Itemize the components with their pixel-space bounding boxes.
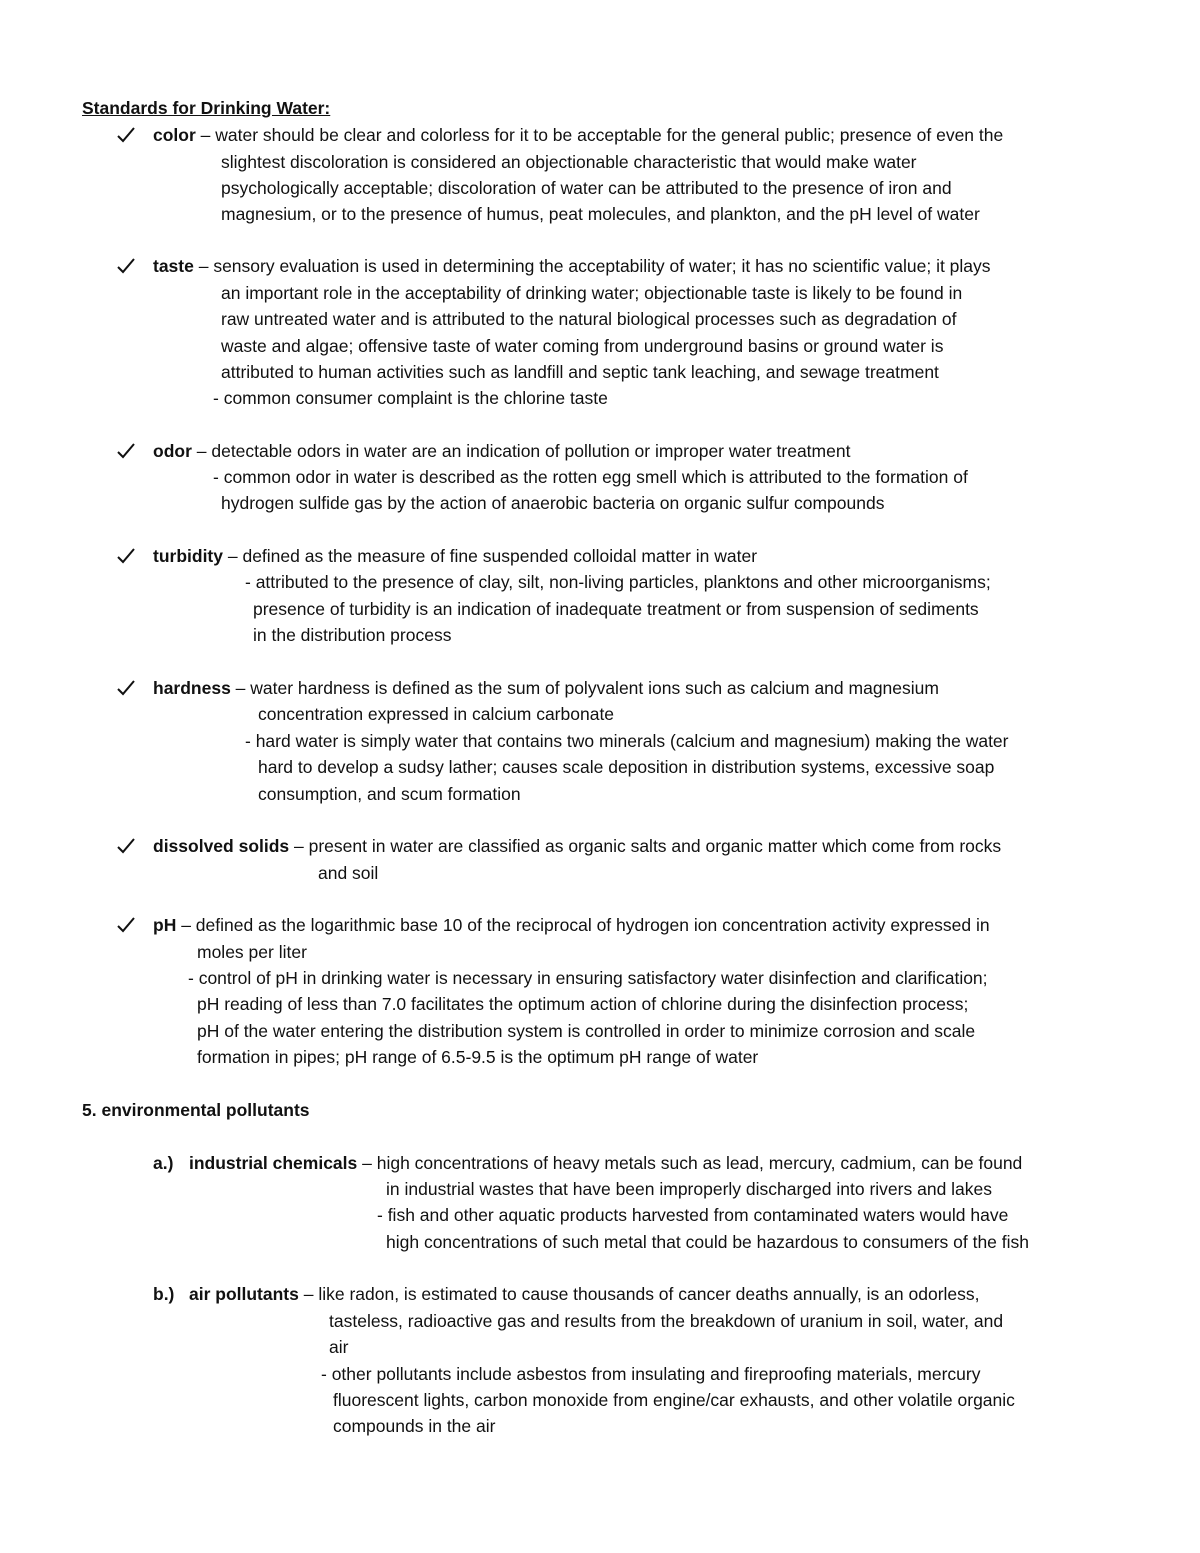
term-label: air pollutants bbox=[189, 1284, 299, 1304]
list-marker: b.) bbox=[153, 1284, 175, 1304]
text-line: - hard water is simply water that contains two minerals (calcium and magnesium) making the water bbox=[245, 731, 1009, 751]
definition-text: – present in water are classified as organic salts and organic matter which come from rocks bbox=[289, 836, 1002, 856]
text-line: - other pollutants include asbestos from insulating and fireproofing materials, mercury bbox=[321, 1364, 981, 1384]
text-line: - control of pH in drinking water is necessary in ensuring satisfactory water disinfection and clarification; bbox=[188, 968, 988, 988]
checkmark-icon bbox=[117, 443, 139, 459]
text-line: compounds in the air bbox=[333, 1416, 496, 1436]
list-marker: a.) bbox=[153, 1153, 174, 1173]
text-line: presence of turbidity is an indication of inadequate treatment or from suspension of sediments bbox=[253, 599, 979, 619]
definition-text: – water should be clear and colorless for it to be acceptable for the general public; presence of even the bbox=[195, 125, 1004, 145]
term-label: color bbox=[153, 125, 196, 145]
text-line: high concentrations of such metal that could be hazardous to consumers of the fish bbox=[386, 1232, 1030, 1252]
term-label: pH bbox=[153, 915, 177, 935]
section-title: 5. environmental pollutants bbox=[82, 1100, 310, 1120]
text-line: moles per liter bbox=[197, 942, 307, 962]
definition-text: – defined as the measure of fine suspended colloidal matter in water bbox=[223, 546, 758, 566]
pollutant-air-pollutants bbox=[189, 1286, 980, 1304]
text-line: pH reading of less than 7.0 facilitates the optimum action of chlorine during the disinfection process; bbox=[197, 994, 969, 1014]
definition-text: – water hardness is defined as the sum of polyvalent ions such as calcium and magnesium bbox=[230, 678, 939, 698]
text-line: consumption, and scum formation bbox=[258, 784, 521, 804]
text-line: - common odor in water is described as the rotten egg smell which is attributed to the formation of bbox=[213, 467, 968, 487]
term-label: hardness bbox=[153, 678, 231, 698]
text-line: psychologically acceptable; discoloration of water can be attributed to the presence of iron and bbox=[221, 178, 952, 198]
text-line: waste and algae; offensive taste of water coming from underground basins or ground water is bbox=[221, 336, 944, 356]
text-line: magnesium, or to the presence of humus, peat molecules, and plankton, and the pH level of water bbox=[221, 204, 980, 224]
checkmark-icon bbox=[117, 548, 139, 564]
term-label: odor bbox=[153, 441, 192, 461]
text-line: formation in pipes; pH range of 6.5-9.5 is the optimum pH range of water bbox=[197, 1047, 759, 1067]
standard-dissolved-solids bbox=[153, 838, 1001, 856]
definition-text: – like radon, is estimated to cause thousands of cancer deaths annually, is an odorless, bbox=[298, 1284, 980, 1304]
text-line: - fish and other aquatic products harvested from contaminated waters would have bbox=[377, 1205, 1009, 1225]
checkmark-icon bbox=[117, 127, 139, 143]
text-line: raw untreated water and is attributed to the natural biological processes such as degradation of bbox=[221, 309, 957, 329]
term-label: industrial chemicals bbox=[189, 1153, 358, 1173]
pollutant-industrial-chemicals bbox=[189, 1155, 1022, 1173]
standard-color bbox=[153, 127, 1003, 145]
standard-odor bbox=[153, 443, 850, 461]
text-line: hard to develop a sudsy lather; causes scale deposition in distribution systems, excessive soap bbox=[258, 757, 995, 777]
text-line: hydrogen sulfide gas by the action of anaerobic bacteria on organic sulfur compounds bbox=[221, 493, 885, 513]
text-line: tasteless, radioactive gas and results from the breakdown of uranium in soil, water, and bbox=[329, 1311, 1004, 1331]
text-line: and soil bbox=[318, 863, 379, 883]
text-line: slightest discoloration is considered an objectionable characteristic that would make water bbox=[221, 152, 917, 172]
text-line: an important role in the acceptability of drinking water; objectionable taste is likely to be found in bbox=[221, 283, 963, 303]
standard-ph bbox=[153, 917, 990, 935]
checkmark-icon bbox=[117, 917, 139, 933]
standard-turbidity bbox=[153, 548, 757, 566]
definition-text: – defined as the logarithmic base 10 of the reciprocal of hydrogen ion concentration activity expressed in bbox=[176, 915, 990, 935]
text-line: concentration expressed in calcium carbonate bbox=[258, 704, 615, 724]
checkmark-icon bbox=[117, 680, 139, 696]
text-line: in industrial wastes that have been improperly discharged into rivers and lakes bbox=[386, 1179, 993, 1199]
text-line: - common consumer complaint is the chlorine taste bbox=[213, 388, 608, 408]
definition-text: – detectable odors in water are an indication of pollution or improper water treatment bbox=[191, 441, 851, 461]
checkmark-icon bbox=[117, 258, 139, 274]
page-title: Standards for Drinking Water: bbox=[82, 98, 331, 118]
definition-text: – high concentrations of heavy metals such as lead, mercury, cadmium, can be found bbox=[357, 1153, 1023, 1173]
term-label: taste bbox=[153, 256, 194, 276]
definition-text: – sensory evaluation is used in determining the acceptability of water; it has no scientific value; it plays bbox=[193, 256, 991, 276]
term-label: dissolved solids bbox=[153, 836, 290, 856]
text-line: fluorescent lights, carbon monoxide from engine/car exhausts, and other volatile organic bbox=[333, 1390, 1015, 1410]
text-line: - attributed to the presence of clay, silt, non-living particles, planktons and other microorganisms; bbox=[245, 572, 991, 592]
term-label: turbidity bbox=[153, 546, 223, 566]
text-line: pH of the water entering the distribution system is controlled in order to minimize corrosion and scale bbox=[197, 1021, 976, 1041]
text-line: air bbox=[329, 1337, 349, 1357]
standard-taste bbox=[153, 258, 991, 276]
text-line: in the distribution process bbox=[253, 625, 452, 645]
checkmark-icon bbox=[117, 838, 139, 854]
text-line: attributed to human activities such as landfill and septic tank leaching, and sewage treatment bbox=[221, 362, 939, 382]
standard-hardness bbox=[153, 680, 939, 698]
